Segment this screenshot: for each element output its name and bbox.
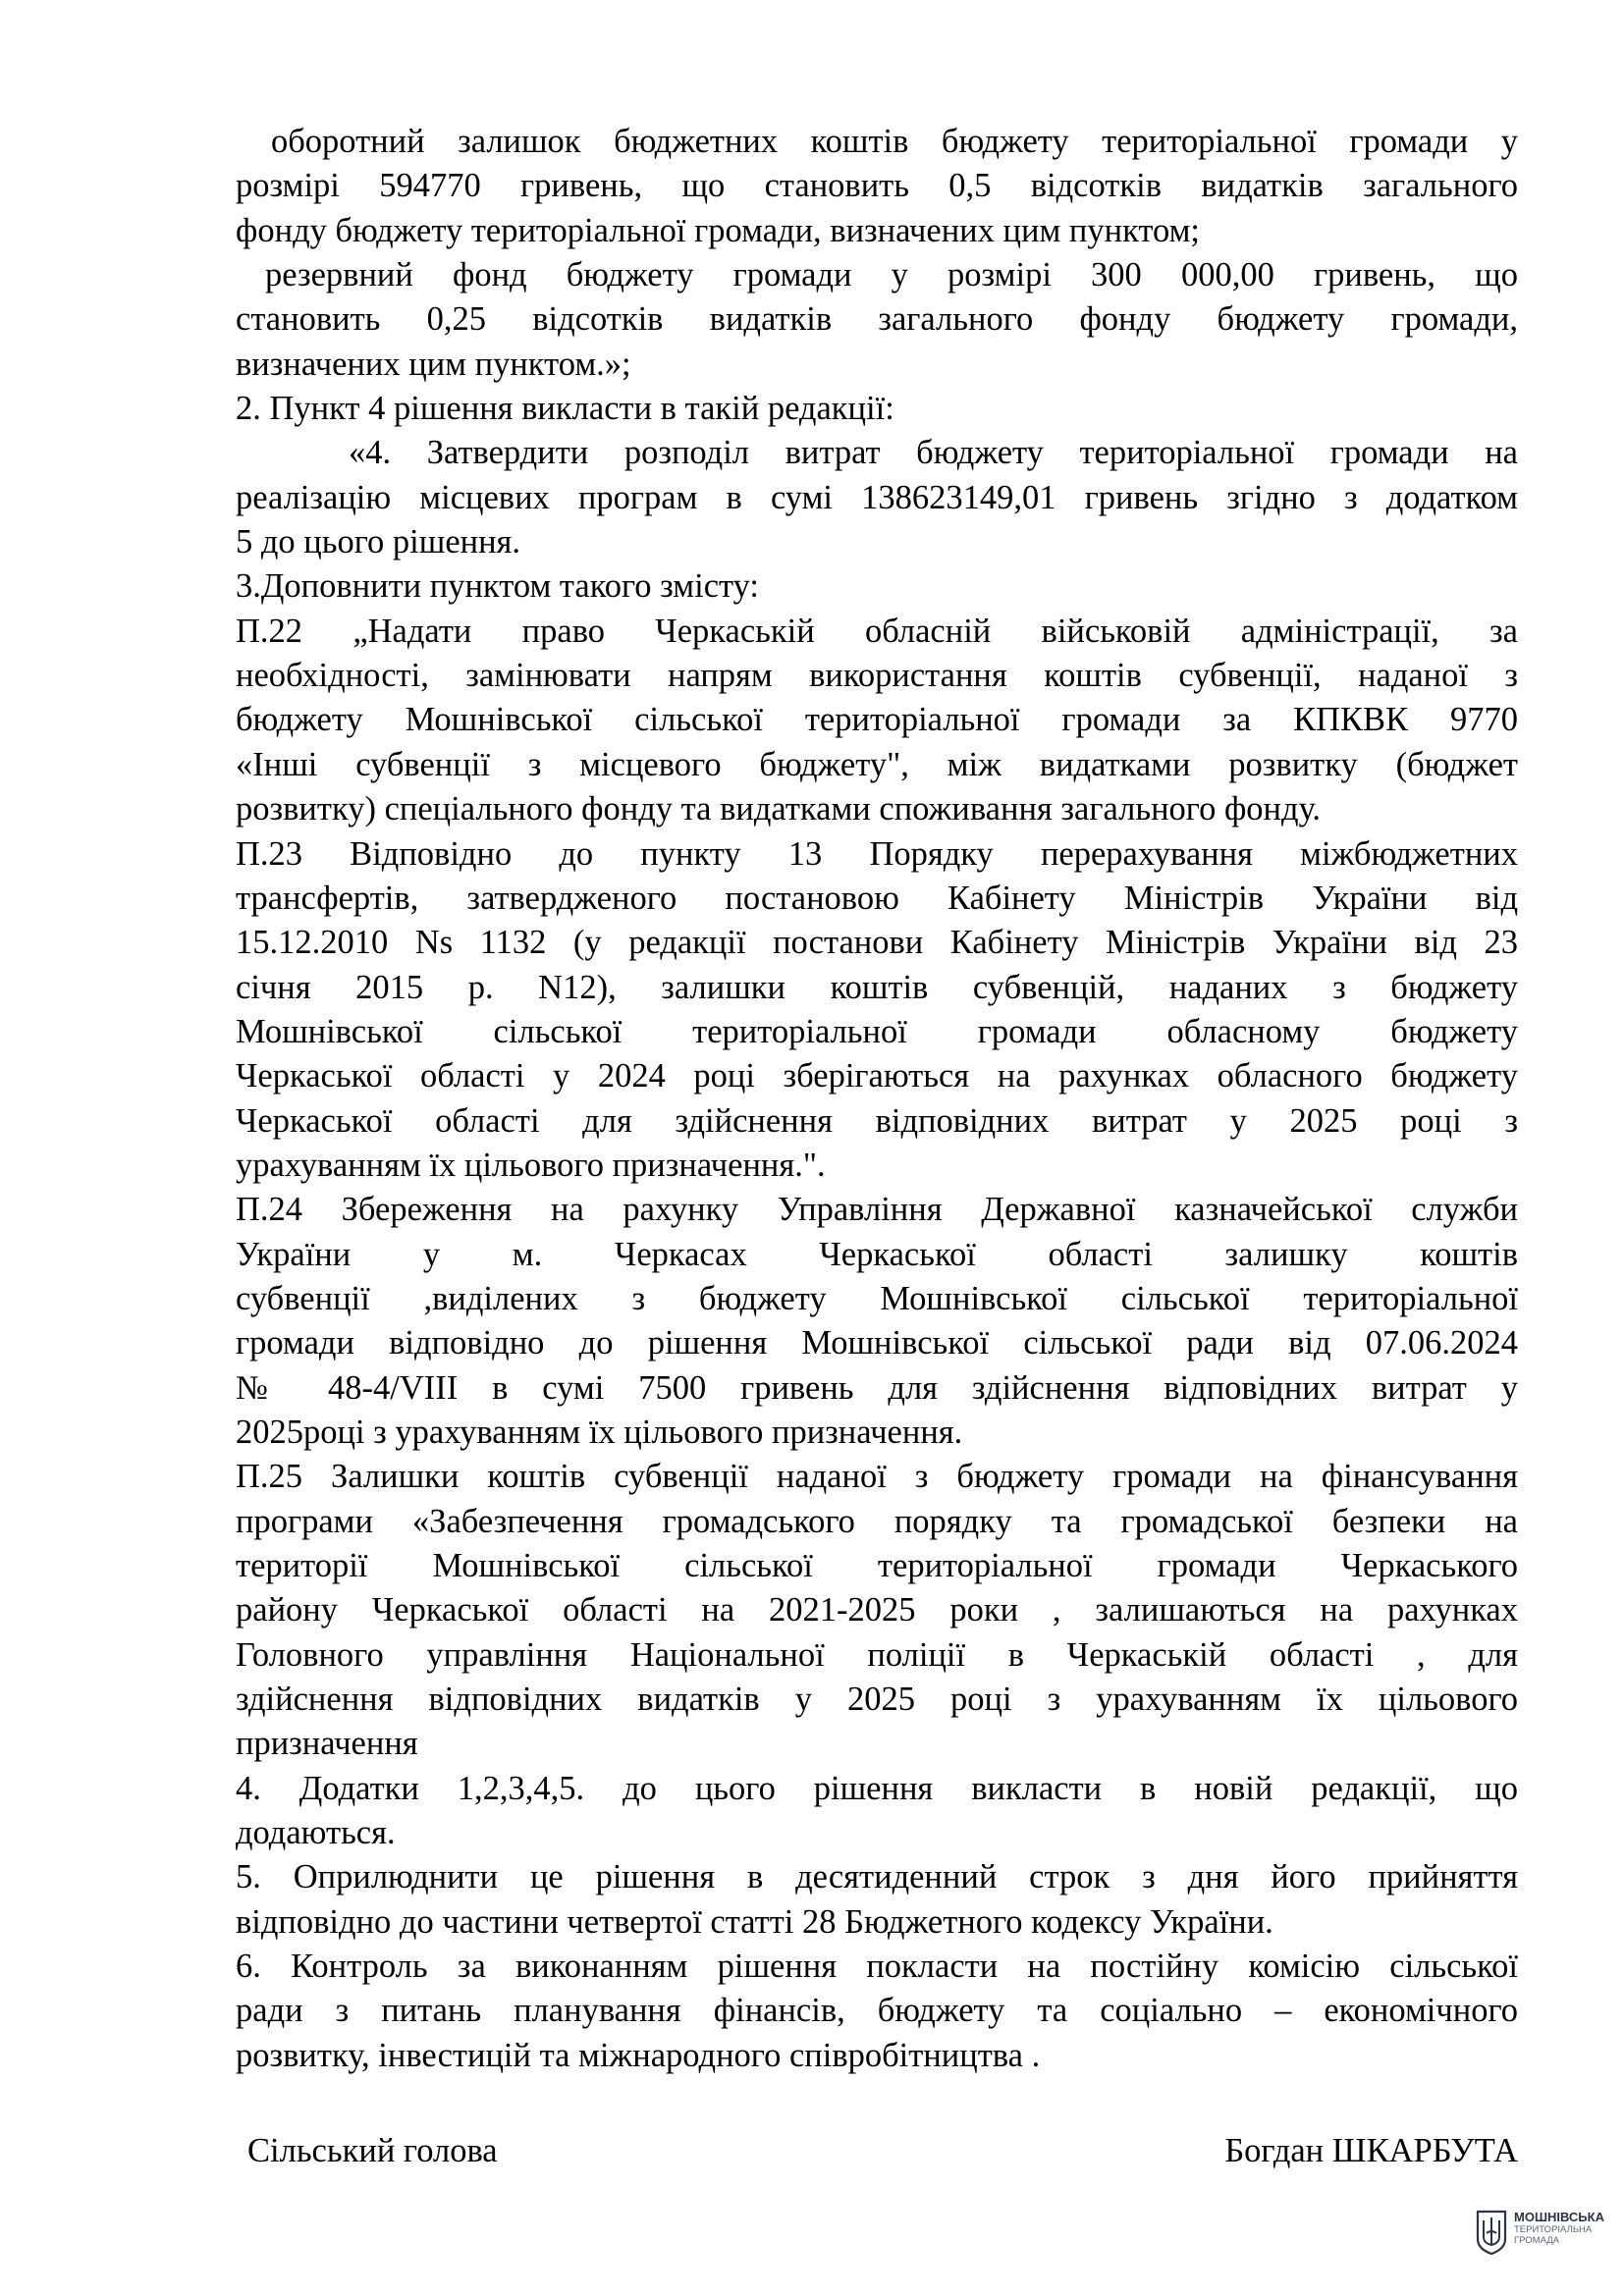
logo-line-3: ГРОМАДА: [1514, 2235, 1559, 2246]
text-line: січня 2015 р. N12), залишки коштів субвенцій, наданих з бюджету: [236, 968, 1518, 1006]
text-line: 5 до цього рішення.: [236, 523, 521, 561]
text-line: програми «Забезпечення громадського порядку та громадської безпеки на: [236, 1502, 1518, 1540]
text-line: бюджету Мошнівської сільської територіальної громади за КПКВК 9770: [236, 701, 1518, 739]
text-line: 2025році з урахуванням їх цільового призначення.: [236, 1413, 963, 1451]
text-line: 6. Контроль за виконанням рішення покласти на постійну комісію сільської: [236, 1948, 1518, 1986]
text-line: Головного управління Національної поліції в Черкаській області , для: [236, 1635, 1518, 1674]
text-line: резервний фонд бюджету громади у розмірі 300 000,00 гривень, що: [265, 256, 1518, 294]
text-line: розвитку, інвестицій та міжнародного співробітництва .: [236, 2036, 1041, 2074]
text-line: П.25 Залишки коштів субвенції наданої з бюджету громади на фінансування: [236, 1458, 1518, 1496]
text-line: 4. Додатки 1,2,3,4,5. до цього рішення викласти в новій редакції, що: [236, 1769, 1518, 1807]
text-line: території Мошнівської сільської територіальної громади Черкаського: [236, 1547, 1518, 1584]
text-line: «Інші субвенції з місцевого бюджету", між видатками розвитку (бюджет: [236, 745, 1518, 783]
text-line: 2. Пункт 4 рішення викласти в такій редакції:: [236, 390, 894, 428]
text-line: Черкаської області для здійснення відповідних витрат у 2025 році з: [236, 1101, 1518, 1140]
text-line: фонду бюджету територіальної громади, визначених цим пунктом;: [236, 211, 1201, 249]
text-line: становить 0,25 відсотків видатків загального фонду бюджету громади,: [236, 300, 1518, 339]
text-line: П.24 Збереження на рахунку Управління Державної казначейської служби: [236, 1191, 1518, 1229]
text-line: відповідно до частини четвертої статті 28 Бюджетного кодексу України.: [236, 1902, 1273, 1941]
decision-text: [236, 120, 1518, 2078]
text-line: розмірі 594770 гривень, що становить 0,5 відсотків видатків загального: [236, 167, 1518, 205]
text-line: трансфертів, затвердженого постановою Кабінету Міністрів України від: [236, 879, 1518, 917]
text-line: призначення: [236, 1725, 418, 1763]
text-line: району Черкаської області на 2021-2025 роки , залишаються на рахунках: [236, 1591, 1518, 1629]
text-line: П.23 Відповідно до пункту 13 Порядку перерахування міжбюджетних: [236, 834, 1518, 873]
text-line: ради з питань планування фінансів, бюджету та соціально – економічного: [236, 1992, 1518, 2030]
signature-title: Сільський голова: [247, 2132, 498, 2169]
logo-line-2: ТЕРИТОРІАЛЬНА: [1514, 2224, 1593, 2235]
text-line: Черкаської області у 2024 році зберігаються на рахунках обласного бюджету: [236, 1057, 1518, 1095]
text-line: субвенції ,виділених з бюджету Мошнівської сільської територіальної: [236, 1279, 1518, 1317]
text-line: здійснення відповідних видатків у 2025 році з урахуванням їх цільового: [236, 1681, 1518, 1719]
text-line: розвитку) спеціального фонду та видатками споживання загального фонду.: [236, 790, 1321, 828]
text-line: 15.12.2010 Ns 1132 (у редакції постанови Кабінету Міністрів України від 23: [236, 924, 1518, 962]
text-line: 5. Оприлюднити це рішення в десятиденний строк з дня його прийняття: [236, 1858, 1518, 1896]
text-line: додаються.: [236, 1814, 396, 1852]
text-line: урахуванням їх цільового призначення.".: [236, 1146, 826, 1184]
text-line: реалізацію місцевих програм в сумі 138623149,01 гривень згідно з додатком: [236, 478, 1518, 516]
text-line: № 48-4/VIII в сумі 7500 гривень для здійснення відповідних витрат у: [236, 1368, 1518, 1407]
community-logo: [1475, 2206, 1622, 2259]
signature-name: Богдан ШКАРБУТА: [1224, 2132, 1518, 2169]
text-line: П.22 „Надати право Черкаській обласній військовій адміністрації, за: [236, 612, 1518, 650]
text-line: визначених цим пунктом.»;: [236, 345, 631, 383]
text-line: оборотний залишок бюджетних коштів бюджету територіальної громади у: [271, 123, 1518, 160]
text-line: 3.Доповнити пунктом такого змісту:: [236, 567, 760, 606]
text-line: Мошнівської сільської територіальної громади обласному бюджету: [236, 1012, 1518, 1050]
logo-line-1: МОШНІВСЬКА: [1514, 2210, 1604, 2224]
text-line: необхідності, замінювати напрям використання коштів субвенції, наданої з: [236, 657, 1518, 695]
tryzub-emblem-icon: [1475, 2210, 1508, 2255]
text-line: «4. Затвердити розподіл витрат бюджету територіальної громади на: [349, 434, 1518, 472]
logo-text: [1514, 2210, 1604, 2246]
text-line: громади відповідно до рішення Мошнівської сільської ради від 07.06.2024: [236, 1324, 1518, 1362]
text-line: України у м. Черкасах Черкаської області залишку коштів: [236, 1235, 1518, 1273]
